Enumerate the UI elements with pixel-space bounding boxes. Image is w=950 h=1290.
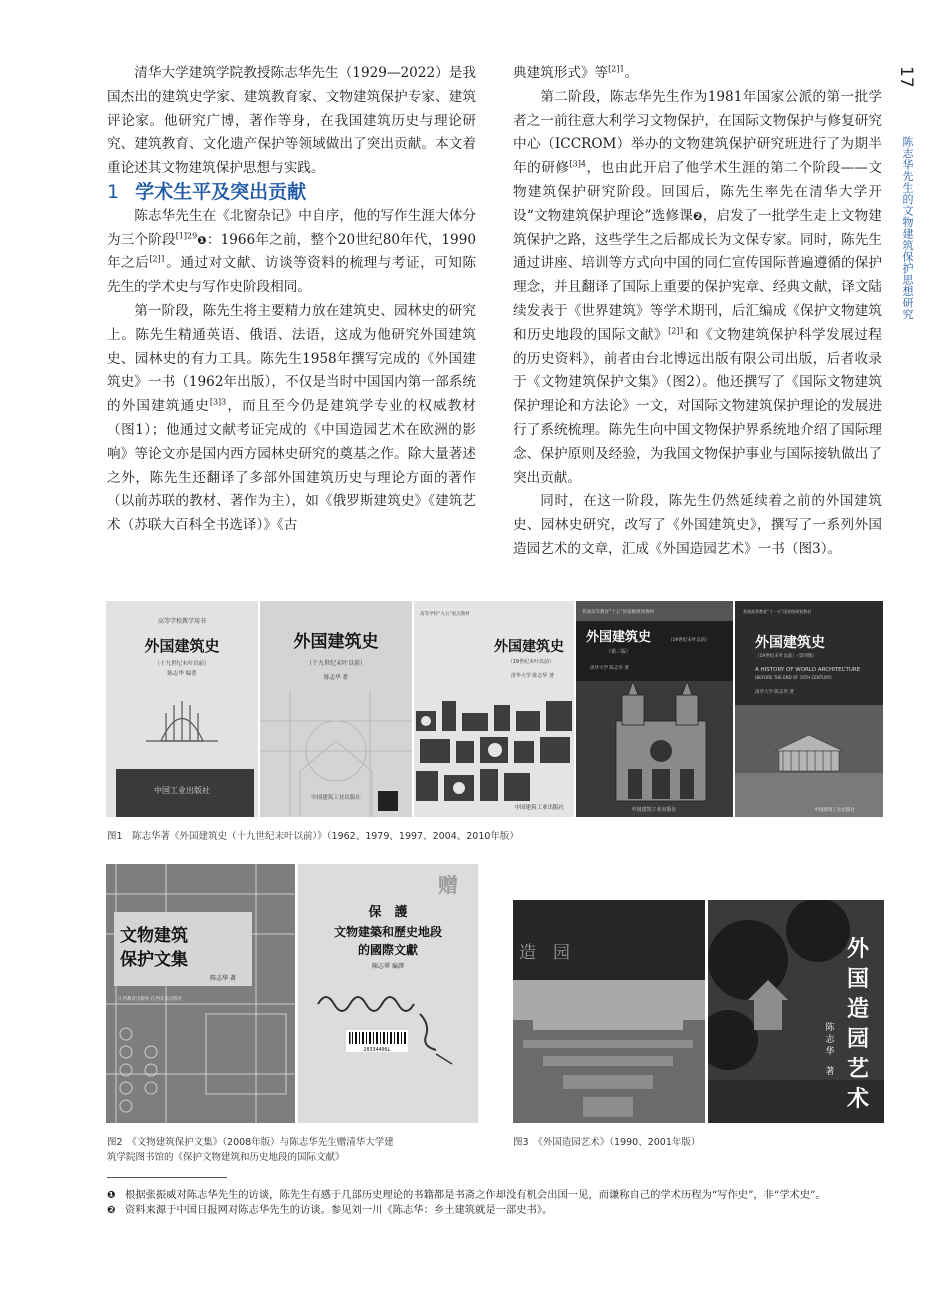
section-number: 1 [107,180,120,203]
text-span: 和《文物建筑保护科学发展过程的历史资料》，前者由台北博远出版有限公司出版，后者收录于《文物建筑保护文集》（图2）。他还撰写了《国际文物建筑保护理论和方法论》一文，对国际文物建筑保护理论的发展进行了系统梳理。陈先生向中国文物保护界系统地介绍了国际理念、保护原则及经验，为我国文物保护事业与国际接轨做出了突出贡献。 [513,326,883,486]
cover-title-char: 术 [846,1087,870,1112]
footnote-1 [107,1188,897,1203]
footnote-text: 根据张振威对陈志华先生的访谈，陈先生有感于几部历史理论的书籍都是书斋之作却没有机会出国一见，而谦称自己的学术历程为“写作史”，非“学术史”。 [125,1189,826,1201]
cover-title-char: 艺 [846,1057,870,1082]
book-cover-graphic [414,601,574,817]
figure3-book-1990 [513,900,705,1123]
cover-title: 外国建筑史 [755,635,825,651]
paragraph-stages [107,205,476,300]
reference: [3]4 [569,159,586,169]
cover-author: 陈志华 著 [324,675,348,681]
text-span: ，也由此开启了他学术生涯的第二个阶段——文物建筑保护研究阶段。回国后，陈先生率先在清华大学开设“文物建筑保护理论”选修课 [513,160,883,224]
cover-author: 清华大学 陈志华 著 [755,690,794,695]
running-head: 陈志华先生的文物建筑保护思想研究 [901,136,914,320]
cover-subtitle: （19世纪末叶以前） [507,659,554,665]
cover-english-title: A HISTORY OF WORLD ARCHITECTURE [755,667,861,673]
book-cover-graphic [576,601,733,817]
section-heading [107,181,476,205]
book-cover-graphic [708,900,884,1123]
cover-top-text: 普通高等教育“十五”国家级规划教材 [582,610,655,615]
cover-stamp: 赠 [438,873,458,897]
paragraph-continued [513,62,882,86]
cover-title: 外国建筑史 [586,630,652,645]
book-cover-graphic [735,601,883,817]
cover-top-text: 高等学校“九五”重点教材 [420,612,470,617]
cover-publisher: 江西教育出版社·江西美术出版社 [118,997,183,1002]
text-span: 陈志华先生在《北窗杂记》中自序，他的写作生涯大体分为三个阶段 [107,207,476,248]
footnote-text: 资料来源于中国日报网对陈志华先生的访谈。参见刘一川《陈志华：乡土建筑就是一部史书》。 [125,1204,553,1216]
cover-author: 陈志华 著 [210,975,236,982]
book-cover-graphic [260,601,412,817]
cover-author-char: 陈 [825,1023,835,1033]
cover-publisher: 中国建筑工业出版社 [814,808,855,813]
cover-author: 陳志華 編譯 [372,963,404,970]
right-column [513,62,882,562]
figure3-book-2001 [708,900,884,1123]
figure1-book-2004 [576,601,733,817]
text-span: ，而且至今仍是建筑学专业的权威教材（图1）；他通过文献考证完成的《中国造园艺术在欧洲的影响》等论文亦是国内西方园林史研究的奠基之作。除大量著述之外，陈先生还翻译了多部外国建筑历史与理论方面的著作（以前苏联的教材、著作为主），如《俄罗斯建筑史》《建筑艺术（苏联大百科全书选译）》《古 [107,398,477,534]
text-span: 典建筑形式》等 [513,65,609,81]
footnote-2 [107,1203,897,1218]
book-cover-graphic [298,864,478,1123]
book-cover-graphic [513,900,705,1123]
reference: [3]3 [209,397,227,407]
cover-subtitle: （十九世纪末叶以前） [305,660,367,667]
figure2-book-international-documents [298,864,478,1123]
cover-title-line2: 的國際文獻 [357,943,419,957]
text-span: ，启发了一批学生走上文物建筑保护之路，这些学生之后都成长为文保专家。同时，陈先生通过讲座、培训等方式向中国的同仁宣传国际普遍遵循的保护理念，并且翻译了国际上重要的保护宪章、经典文献，译文陆续发表于《世界建筑》等学术期刊，后汇编成《保护文物建筑和历史地段的国际文献》 [513,207,882,343]
cover-title: 外国建筑史 [494,639,564,655]
page-number: 17 [896,66,916,88]
cover-publisher: 中国建筑工业出版社 [514,805,564,811]
footnotes [107,1188,897,1218]
cover-top-text: 高等学校教学用书 [157,618,207,625]
footnote-rule [107,1177,227,1178]
paragraph-same-stage: 同时，在这一阶段，陈先生仍然延续着之前的外国建筑史、园林史研究，改写了《外国建筑史》，撰写了一系列外国造园艺术的文章，汇成《外国造园艺术》一书（图3）。 [513,493,882,557]
figure3-caption: 图3 《外国造园艺术》（1990、2001年版） [513,1137,701,1148]
cover-author-char: 著 [825,1067,835,1077]
footnote-marker: ❷ [107,1205,116,1216]
reference: [2]1 [149,254,166,264]
reference: [2]1 [668,326,685,336]
cover-publisher: 中国建筑工业出版社 [631,807,677,813]
text-span: 第二阶段，陈志华先生作为1981年国家公派的第一批学者之一前往意大利学习文物保护，在国际文物保护与修复研究中心（ICCROM）举办的文物建筑保护研究班进行了为期半年的研修 [513,88,882,177]
figure1-book-1979 [260,601,412,817]
cover-top-text: 保 護 [368,905,408,920]
book-cover-graphic [106,601,258,817]
footnote-mark: ❷ [693,209,703,223]
left-column [107,62,476,538]
cover-title-char: 造 [846,997,870,1022]
cover-title: 文物建築和歷史地段 [333,925,443,939]
text-span: 第一阶段，陈先生将主要精力放在建筑史、园林史的研究上。陈先生精通英语、俄语、法语，这成为他研究外国建筑史、园林史的有力工具。陈先生1958年撰写完成的《外国建筑史》一书（1962年出版），不仅是当时中国国内第一部系统的外国建筑通史 [107,302,476,415]
footnote-marker: ❶ [107,1190,116,1201]
cover-author-char: 华 [825,1047,835,1057]
cover-top-text: 普通高等教育“十一五”国家级规划教材 [743,609,812,614]
cover-title-char: 外 [846,937,870,962]
paragraph-second-stage [513,86,882,491]
figure2-caption-line2: 筑学院图书馆的《保护文物建筑和历史地段的国际文献》 [107,1152,345,1163]
cover-author: 陈志华 编著 [167,671,197,677]
figure1-book-1962 [106,601,258,817]
cover-author-char: 志 [825,1035,835,1045]
figure2-book-collected-essays [106,864,295,1123]
cover-subtitle: （十九世纪末叶以前） [154,661,210,667]
figure1-book-2010 [735,601,883,817]
cover-title-char: 国 [846,967,870,992]
cover-subtitle: （19世纪末叶以前） [668,638,710,643]
section-title: 学术生平及突出贡献 [135,180,307,203]
intro-paragraph: 清华大学建筑学院教授陈志华先生（1929—2022）是我国杰出的建筑史学家、建筑教育家、文物建筑保护专家、建筑评论家。他研究广博，著作等身，在我国建筑历史与理论研究、建筑教育、文化遗产保护等领域做出了突出贡献。本文着重论述其文物建筑保护思想与实践。 [107,65,476,177]
figure1-caption: 图1 陈志华著《外国建筑史（十九世纪末叶以前）》（1962、1979、1997、2004、2010年版） [107,831,519,842]
paragraph-first-stage [107,300,476,538]
reference: [1]29 [175,231,198,241]
reference: [2]1 [608,64,625,74]
figure1-book-1997 [414,601,574,817]
cover-title: 外国建筑史 [144,637,220,655]
book-cover-graphic [106,864,295,1123]
text-span: 。 [624,65,639,81]
text-span: 。通过对文献、访谈等资料的梳理与考证，可知陈先生的学术史与写作史阶段相同。 [107,255,477,296]
cover-title-char: 园 [846,1027,870,1052]
cover-title: 文物建筑 [120,926,188,946]
cover-title: 造 园 [519,943,570,963]
cover-publisher: 中国工业出版社 [154,786,210,795]
footnote-mark: ❶ [197,233,207,247]
cover-title: 外国建筑史 [293,632,379,652]
cover-edition: （第三版） [606,649,632,655]
cover-english-subtitle: (BEFORE THE END OF 19TH CENTURY) [755,675,832,680]
figure2-caption [107,1135,487,1165]
barcode-number: 20334406L [363,1047,391,1053]
cover-publisher: 中国建筑工业出版社 [311,795,361,801]
cover-author: 清华大学 陈志华 著 [590,666,629,671]
cover-title-line2: 保护文集 [120,950,188,970]
text-span: ：1966年之前，整个20世纪80年代，1990年之后 [107,231,476,272]
cover-subtitle: （19世纪末叶以前）（第四版） [755,654,817,659]
cover-author: 清华大学 陈志华 著 [510,673,554,679]
figure2-caption-line1: 图2 《文物建筑保护文集》（2008年版）与陈志华先生赠清华大学建 [107,1137,394,1148]
